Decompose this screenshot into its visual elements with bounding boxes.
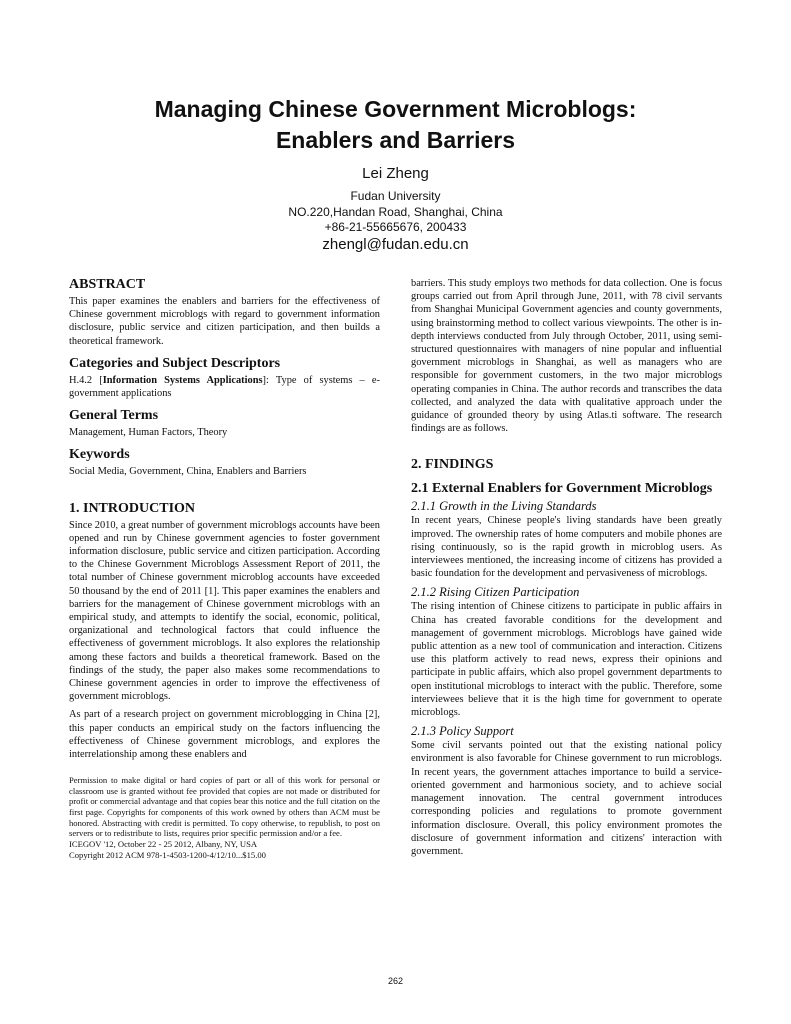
permission-notice: Permission to make digital or hard copies of part or all of this work for personal or classroom use is granted without fee provided that copies are not made or distributed for profit or commercial advantage and that copies bear this notice and the full citation on the first page. Copyrights for components of this work owned by others than ACM must be honored. Abstracting with credit is permitted. To copy otherwise, to republish, to post on servers or to redistribute to lists, requires prior specific permission and/or a fee. (69, 775, 380, 839)
address: NO.220,Handan Road, Shanghai, China (288, 204, 503, 219)
keywords-heading: Keywords (69, 447, 130, 463)
general-terms-heading: General Terms (69, 408, 159, 424)
introduction-paragraph-1: Since 2010, a great number of government microblogs accounts have been opened and run by Chinese government agencies to foster government information disclosure, public service and citizen participation. According to the Chinese Government Microblogs Assessment Report of 2011, the total number of Chinese government microblog accounts have exceeded 50 thousand by the end of 2011 [1]. This paper examines the enablers and barriers for the management of Chinese government microblogs with an empirical study, and attempts to identify the social, economic, political, organizational and technological factors that could influence the effectiveness of government microblogs. It also explores the relationship among these factors and builds a theoretical framework. Based on the findings of the study, the paper also makes some recommendations to Chinese government agencies in order to improve the effectiveness of government microblogs. (69, 519, 380, 703)
subsubsection-3-heading: 2.1.3 Policy Support (411, 724, 514, 739)
title-line-2: Enablers and Barriers (275, 127, 516, 153)
copyright-info: Copyright 2012 ACM 978-1-4503-1200-4/12/10...$15.00 (69, 849, 266, 860)
conference-info: ICEGOV '12, October 22 - 25 2012, Albany, NY, USA (69, 838, 258, 849)
introduction-paragraph-2: As part of a research project on government microblogging in China [2], this paper conducts an empirical study on the factors influencing the effectiveness of Chinese government microblogs, and explores the interrelationship among these enablers and (69, 709, 380, 761)
categories-heading: Categories and Subject Descriptors (69, 355, 281, 371)
paper-title (0, 94, 791, 156)
abstract-heading: ABSTRACT (69, 277, 146, 292)
categories-text: H.4.2 [Information Systems Applications]: Type of systems – e-government applications (69, 374, 380, 400)
author-name: Lei Zheng (362, 165, 429, 182)
subsubsection-2-text: The rising intention of Chinese citizens to participate in public affairs in China has created favorable conditions for the development and management of government microblogs. Microblogs have gained wide public attention as a new tool of communication and interaction. Citizens use this platform actively to read news, express their opinions and participate in public affairs, which also propel government departments to open institutional microblogs to interact with the public. Therefore, some interviewees believe that it is the high time for government to operate microblogs. (411, 601, 722, 719)
author-email: zhengl@fudan.edu.cn (322, 236, 469, 253)
affiliation-block (0, 189, 791, 236)
phone: +86-21-55665676, 200433 (324, 220, 467, 234)
categories-bold: Information Systems Applications (102, 374, 263, 386)
subsubsection-1-heading: 2.1.1 Growth in the Living Standards (411, 499, 597, 514)
affiliation: Fudan University (350, 189, 441, 203)
title-line-1: Managing Chinese Government Microblogs: (154, 96, 637, 122)
keywords-text: Social Media, Government, China, Enablers and Barriers (69, 466, 307, 478)
general-terms-text: Management, Human Factors, Theory (69, 427, 228, 439)
left-column (69, 277, 380, 861)
abstract-text: This paper examines the enablers and barriers for the effectiveness of Chinese government microblogs with regard to government information disclosure, public service and citizen participation, and then builds a theoretical framework. (69, 296, 380, 347)
introduction-heading: 1. INTRODUCTION (69, 500, 196, 516)
subsubsection-3-text: Some civil servants pointed out that the existing national policy environment is also favorable for Chinese government to run microblogs. In recent years, the government attaches importance to build a service-oriented government and harmonious society, and to achieve social management innovation. The central government introduces corresponding policies and regulations to promote government information disclosure. Overall, this policy environment promotes the disclosure of government information and citizens' interaction with government. (411, 740, 722, 857)
subsection-heading: 2.1 External Enablers for Government Microblogs (411, 481, 713, 497)
subsubsection-1-text: In recent years, Chinese people's living standards have been greatly improved. The ownership rates of home computers and mobile phones are rising continuously, so is the rapid growth in microblog users. As interviewees mentioned, the increasing income of citizens has provided a basic foundation for the development and pervasiveness of microblogs. (411, 515, 722, 580)
subsubsection-2-heading: 2.1.2 Rising Citizen Participation (411, 585, 580, 600)
findings-heading: 2. FINDINGS (411, 457, 494, 473)
right-column (411, 277, 722, 858)
page-number: 262 (387, 976, 404, 986)
continuation-paragraph: barriers. This study employs two methods for data collection. One is focus groups carried out from April through June, 2011, with 78 civil servants from Shanghai Municipal Government agencies and county governments, using brainstorming method to collect various viewpoints. The other is in-depth interviews conducted from July through October, 2011, using semi-structured questionnaires with managers of nine popular and influential government microblogs in Shanghai, as well as managers who are responsible for government customers, in the two major microblogs operating companies in China. The author records and transcribes the data collected, and analyzed the data with qualitative approach under the guidance of grounded theory by using Atlas.ti software. The research findings are as follows. (411, 278, 722, 435)
